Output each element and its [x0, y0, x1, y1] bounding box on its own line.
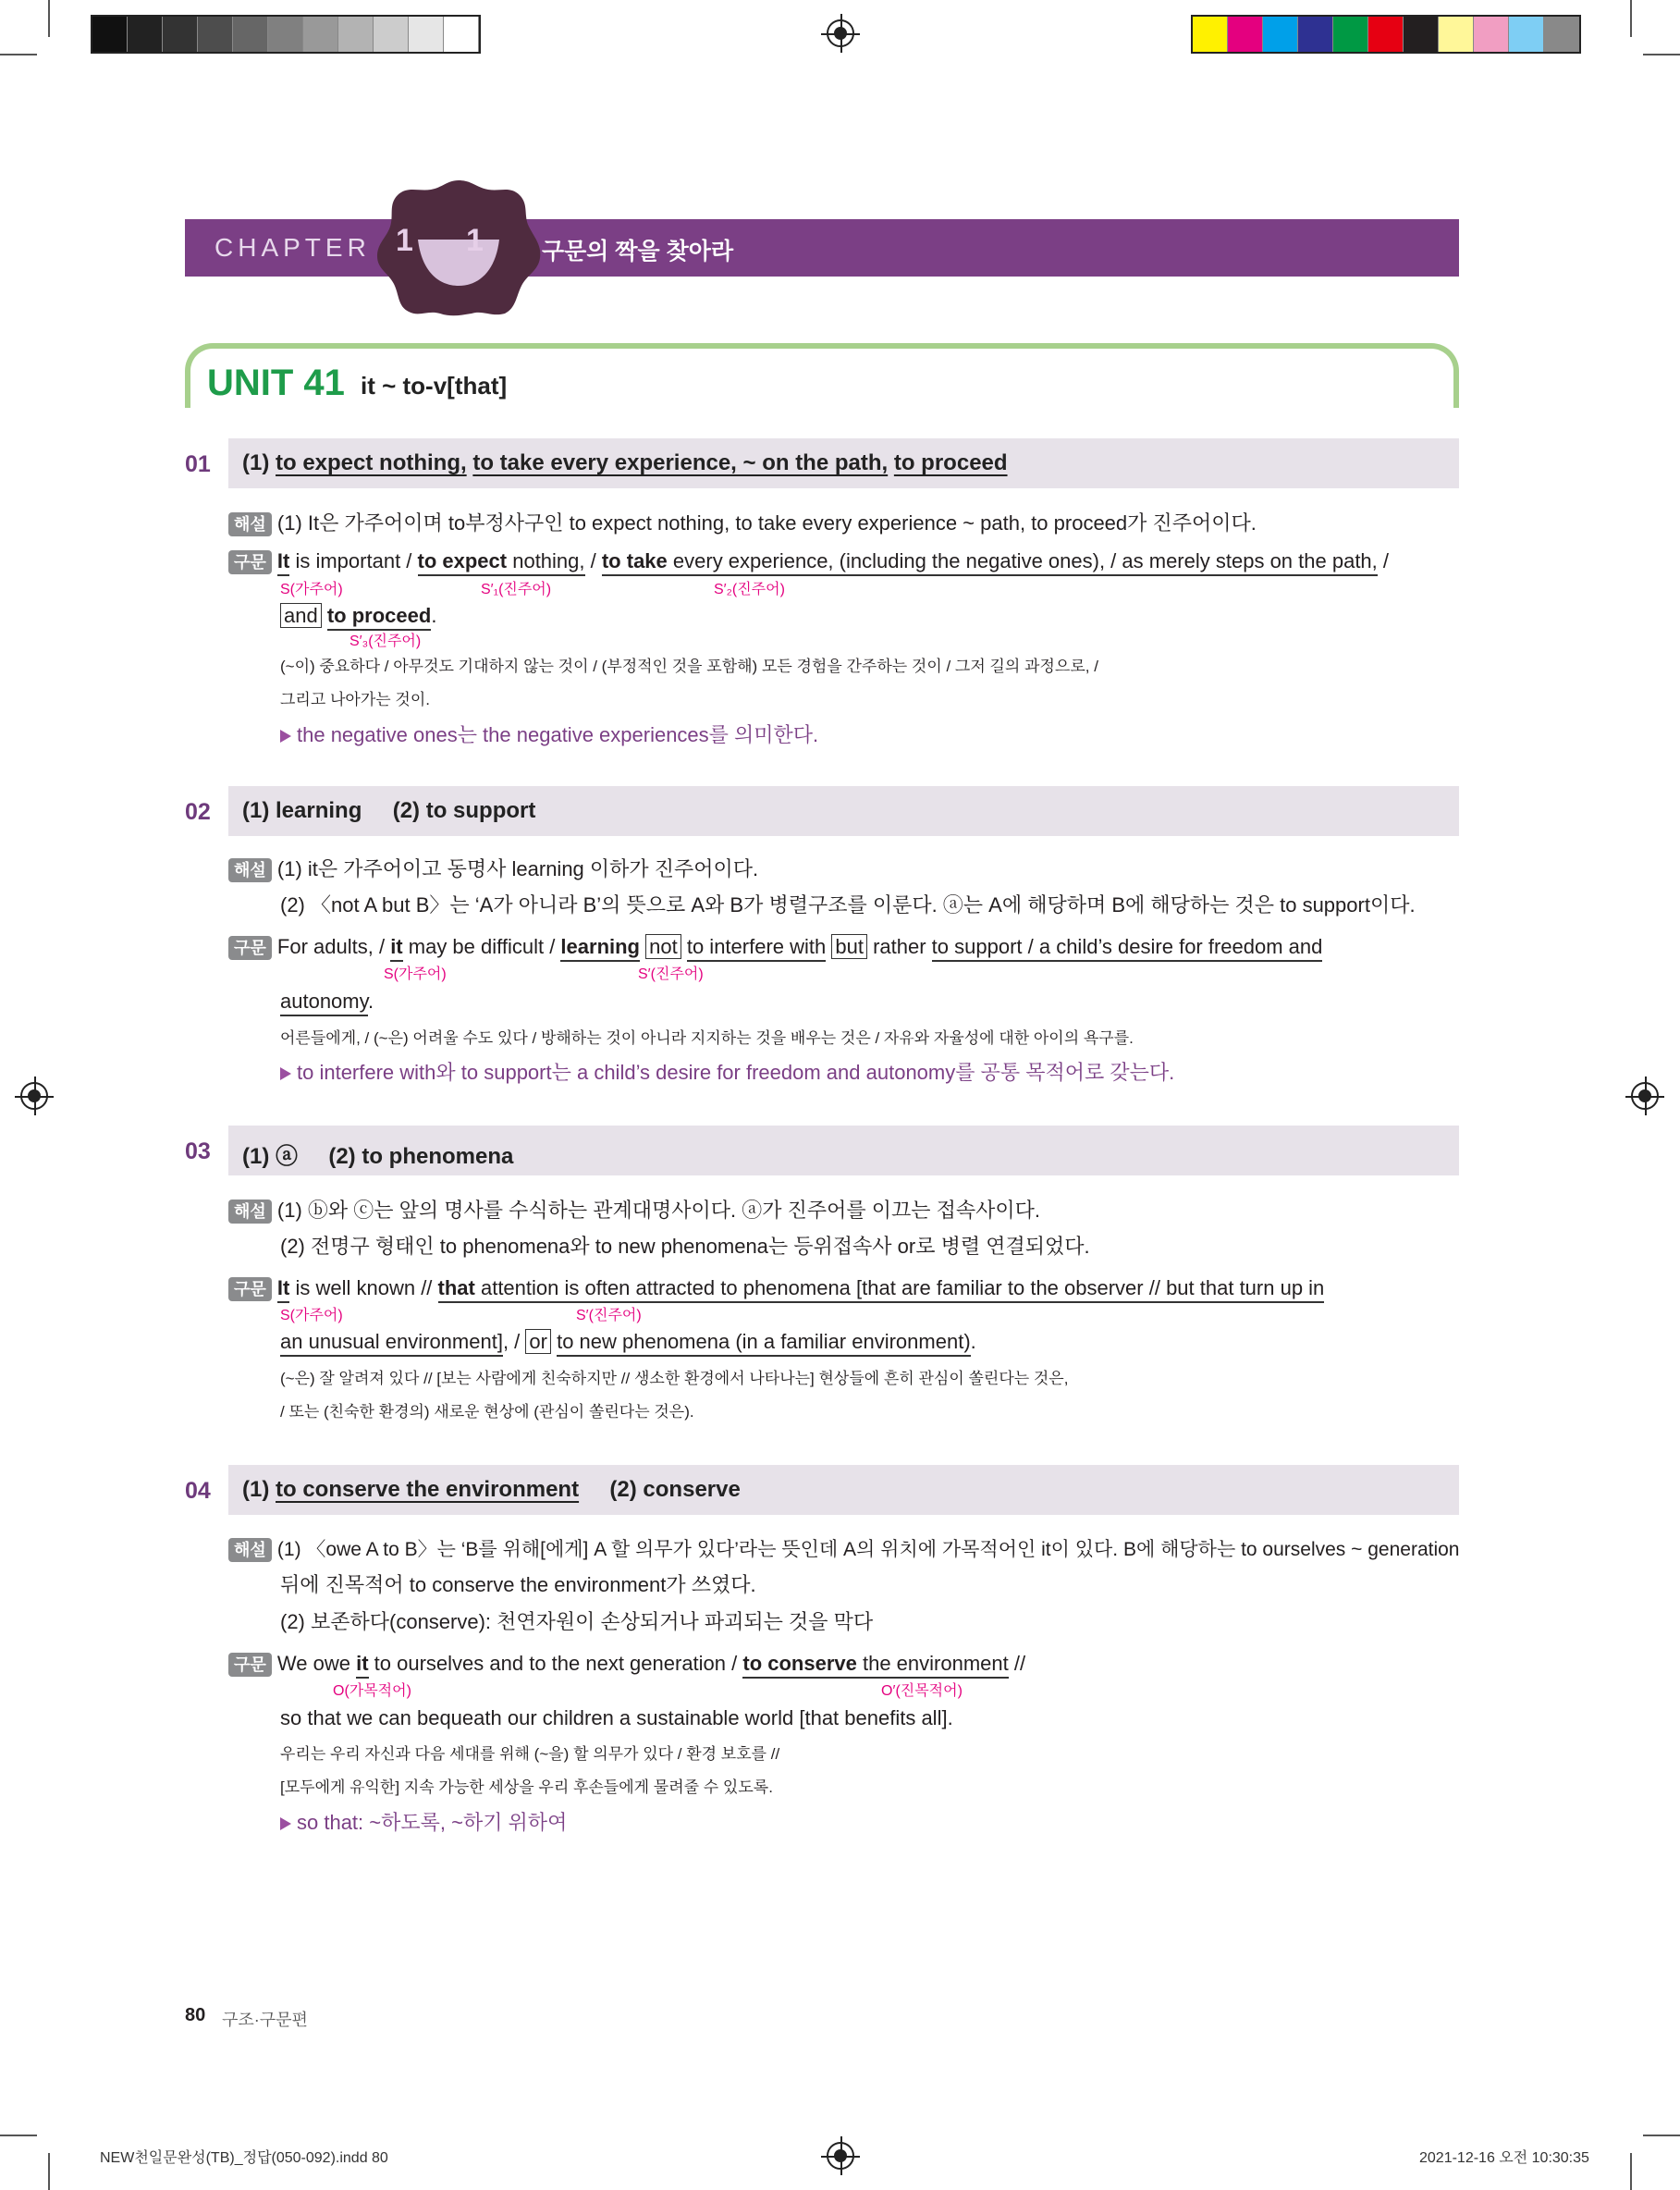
crop-mark — [48, 0, 50, 37]
color-swatch — [1333, 17, 1368, 52]
explanation — [228, 511, 1257, 536]
explanation-text: (1) 〈owe A to B〉는 ‘B를 위해[에게] A 할 의무가 있다’라는 뜻인데 A의 위치에 가목적어인 it이 있다. B에 해당하는 to ourselves ~ generation — [276, 1539, 1460, 1560]
annotation: O(가목적어) — [333, 1683, 411, 1699]
triangle-bullet-icon — [280, 730, 291, 743]
chapter-number-right: 1 — [466, 223, 484, 258]
annotation: S(가주어) — [280, 1308, 343, 1323]
crop-mark — [48, 2153, 50, 2190]
unit-label: UNIT 41 — [207, 363, 345, 403]
answer-part: (1) — [242, 450, 276, 475]
crop-mark — [1630, 0, 1632, 37]
sentence-part: to expect — [417, 549, 508, 572]
color-swatch — [1509, 17, 1544, 52]
syntax-sentence-line2: so that we can bequeath our children a sustainable world [that benefits all]. — [280, 1706, 953, 1729]
chapter-label: CHAPTER — [215, 233, 371, 262]
sentence-part: to proceed — [327, 604, 431, 631]
color-swatch — [1228, 17, 1263, 52]
syntax-sentence — [228, 935, 1322, 960]
explanation-text: (1) it은 가주어이고 동명사 learning 이하가 진주어이다. — [276, 857, 759, 880]
sentence-part: to new phenomena (in a familiar environment) — [557, 1330, 971, 1357]
annotation: S′(진주어) — [638, 966, 704, 982]
syntax-sentence — [228, 1652, 1025, 1677]
sentence-part: every experience, (including the negative ones), / as merely steps on the path, — [667, 549, 1378, 572]
syntax-sentence-line2 — [280, 1330, 976, 1354]
annotation: S(가주어) — [384, 966, 447, 982]
date-slug: 2021-12-16 오전 10:30:35 — [1419, 2150, 1589, 2166]
crop-mark — [1643, 2135, 1680, 2136]
explain-tag: 해설 — [228, 858, 272, 882]
sentence-part: / — [584, 549, 602, 572]
triangle-bullet-icon — [280, 1817, 291, 1830]
answer-part: (2) to support — [392, 798, 536, 823]
translation: / 또는 (친숙한 환경의) 새로운 현상에 (관심이 쏠린다는 것은). — [280, 1403, 694, 1421]
syntax-sentence — [228, 549, 1389, 574]
sentence-part: may be difficult / — [402, 935, 561, 958]
syntax-sentence-line2 — [280, 990, 374, 1014]
answer-part: (1) learning — [242, 798, 362, 823]
translation: 그리고 나아가는 것이. — [280, 691, 430, 708]
color-swatch — [233, 17, 268, 52]
answer-text — [242, 798, 535, 824]
answer-part: (1) — [242, 1477, 276, 1502]
syntax-tag: 구문 — [228, 1653, 272, 1677]
sentence-part: and — [280, 603, 322, 628]
chapter-title: 구문의 짝을 찾아라 — [542, 239, 734, 265]
syntax-sentence-line2 — [280, 604, 436, 628]
unit-subtitle: it ~ to-v[that] — [361, 372, 508, 400]
triangle-bullet-icon — [280, 1067, 291, 1080]
answer-part: to proceed — [893, 450, 1008, 475]
syntax-tag: 구문 — [228, 550, 272, 574]
registration-mark-icon — [827, 2142, 854, 2170]
color-swatch — [1404, 17, 1439, 52]
color-swatch — [409, 17, 444, 52]
sentence-part: rather — [866, 935, 932, 958]
grayscale-color-bar — [91, 15, 481, 54]
note-text: so that: ~하도록, ~하기 위하여 — [297, 1811, 568, 1834]
sentence-part: or — [525, 1329, 551, 1354]
note — [280, 1061, 1174, 1085]
sentence-part: is well known // — [289, 1276, 438, 1299]
answer-part: (2) conserve — [609, 1477, 741, 1502]
question-number: 02 — [185, 799, 211, 825]
sentence-part: . — [970, 1330, 976, 1353]
annotation: S′(진주어) — [576, 1308, 642, 1323]
color-swatch — [444, 17, 479, 52]
explain-tag: 해설 — [228, 512, 272, 536]
translation: (~은) 잘 알려져 있다 // [보는 사람에게 친숙하지만 // 생소한 환경에서 나타나는] 현상들에 흔히 관심이 쏠린다는 것은, — [280, 1370, 1069, 1387]
note-text: to interfere with와 to support는 a child’s desire for freedom and autonomy를 공통 목적어로 갖는다. — [297, 1061, 1175, 1084]
translation: [모두에게 유익한] 지속 가능한 세상을 우리 후손들에게 물려줄 수 있도록. — [280, 1778, 773, 1796]
sentence-part: learning — [560, 935, 640, 962]
color-swatch — [1439, 17, 1474, 52]
color-swatch — [1298, 17, 1333, 52]
annotation: S′₃(진주어) — [349, 634, 422, 649]
sentence-part: nothing, — [507, 549, 585, 572]
explanation — [228, 857, 758, 882]
explanation-text: (2) 보존하다(conserve): 천연자원이 손상되거나 파괴되는 것을 막다 — [280, 1610, 874, 1633]
registration-mark-icon — [827, 19, 854, 47]
sentence-part: an unusual environment] — [280, 1330, 503, 1357]
chapter-badge-icon — [375, 178, 542, 322]
sentence-part: to support — [932, 935, 1023, 962]
translation: 어른들에게, / (~은) 어려울 수도 있다 / 방해하는 것이 아니라 지지하는 것을 배우는 것은 / 자유와 자율성에 대한 아이의 욕구를. — [280, 1029, 1134, 1047]
color-swatch — [1368, 17, 1404, 52]
question-number: 04 — [185, 1478, 211, 1504]
answer-part: to conserve the environment — [276, 1477, 580, 1502]
sentence-part: / — [1377, 549, 1390, 572]
color-swatch — [338, 17, 374, 52]
sentence-part: . — [367, 990, 374, 1013]
sentence-part: attention is often attracted to phenomena [that are familiar to the observer // but that turn up in — [474, 1276, 1325, 1299]
sentence-part: it — [356, 1652, 368, 1679]
answer-part: (2) to phenomena — [328, 1144, 514, 1169]
answer-part: to expect nothing, — [276, 450, 467, 475]
sentence-part: but — [831, 934, 867, 959]
color-swatch — [1193, 17, 1228, 52]
crop-mark — [0, 2135, 37, 2136]
question-number: 01 — [185, 451, 211, 477]
file-slug: NEW천일문완성(TB)_정답(050-092).indd 80 — [100, 2150, 388, 2166]
sentence-part: it — [390, 935, 402, 962]
sentence-part: / a child’s desire for freedom and — [1023, 935, 1323, 962]
page-number: 80 — [185, 2005, 206, 2025]
sentence-part — [438, 1276, 1325, 1303]
sentence-part: the environment — [856, 1652, 1009, 1675]
sentence-part: to take — [601, 549, 668, 572]
sentence-part — [602, 549, 1378, 576]
process-color-bar — [1191, 15, 1581, 54]
explain-tag: 해설 — [228, 1538, 272, 1562]
color-swatch — [1263, 17, 1298, 52]
translation: (~이) 중요하다 / 아무것도 기대하지 않는 것이 / (부정적인 것을 포함해) 모든 경험을 간주하는 것이 / 그저 길의 과정으로, / — [280, 658, 1098, 675]
sentence-part: , / — [502, 1330, 526, 1353]
answer-part: to take every experience, ~ on the path, — [472, 450, 889, 475]
explanation — [228, 1199, 1040, 1224]
sentence-part: For adults, / — [276, 935, 391, 958]
answer-part: (1) ⓐ — [242, 1144, 298, 1169]
sentence-part: is important / — [289, 549, 418, 572]
sentence-part — [418, 549, 585, 576]
note — [280, 1811, 567, 1835]
color-swatch — [303, 17, 338, 52]
explanation-text: 뒤에 진목적어 to conserve the environment가 쓰였다. — [280, 1573, 756, 1596]
explanation-text: (1) ⓑ와 ⓒ는 앞의 명사를 수식하는 관계대명사이다. ⓐ가 진주어를 이끄는 접속사이다. — [276, 1199, 1040, 1222]
note — [280, 723, 818, 747]
sentence-part: to ourselves and to the next generation / — [368, 1652, 743, 1675]
registration-mark-icon — [1631, 1082, 1659, 1110]
annotation: O′(진목적어) — [881, 1683, 963, 1699]
crop-mark — [1630, 2153, 1632, 2190]
sentence-part — [742, 1652, 1008, 1679]
sentence-part: autonomy — [280, 990, 368, 1016]
sentence-part: It — [277, 549, 289, 576]
sentence-part: We owe — [276, 1652, 357, 1675]
sentence-part: not — [645, 934, 681, 959]
sentence-part: It — [277, 1276, 289, 1303]
crop-mark — [1643, 54, 1680, 55]
annotation: S′₂(진주어) — [714, 582, 785, 597]
sentence-part: to interfere with — [687, 935, 826, 962]
registration-mark-icon — [20, 1082, 48, 1110]
annotation: S′₁(진주어) — [481, 582, 552, 597]
answer-text — [242, 450, 1008, 476]
syntax-tag: 구문 — [228, 936, 272, 960]
sentence-part: // — [1008, 1652, 1026, 1675]
explanation-text: (2) 전명구 형태인 to phenomena와 to new phenomena는 등위접속사 or로 병렬 연결되었다. — [280, 1235, 1090, 1258]
translation: 우리는 우리 자신과 다음 세대를 위해 (~을) 할 의무가 있다 / 환경 보호를 // — [280, 1745, 780, 1763]
sentence-part: . — [431, 604, 437, 627]
question-number: 03 — [185, 1138, 211, 1164]
crop-mark — [0, 54, 37, 55]
section-name: 구조·구문편 — [222, 2011, 308, 2029]
color-swatch — [128, 17, 163, 52]
color-swatch — [198, 17, 233, 52]
color-swatch — [268, 17, 303, 52]
explanation-text: (2) 〈not A but B〉는 ‘A가 아니라 B’의 뜻으로 A와 B가 병렬구조를 이룬다. ⓐ는 A에 해당하며 B에 해당하는 것은 to support이다. — [280, 893, 1416, 917]
color-swatch — [374, 17, 409, 52]
color-swatch — [1474, 17, 1509, 52]
color-swatch — [1544, 17, 1579, 52]
explanation — [228, 1537, 1460, 1562]
syntax-tag: 구문 — [228, 1277, 272, 1301]
explain-tag: 해설 — [228, 1200, 272, 1224]
note-text: the negative ones는 the negative experiences를 의미한다. — [297, 723, 819, 746]
sentence-part: that — [437, 1276, 475, 1299]
color-swatch — [92, 17, 128, 52]
syntax-sentence — [228, 1276, 1324, 1301]
color-swatch — [163, 17, 198, 52]
sentence-part: to conserve — [742, 1652, 857, 1675]
annotation: S(가주어) — [280, 582, 343, 597]
answer-text — [242, 1138, 513, 1170]
answer-text — [242, 1477, 741, 1503]
explanation-text: (1) It은 가주어이며 to부정사구인 to expect nothing, to take every experience ~ path, to proceed가 진주어이다. — [276, 511, 1257, 535]
chapter-number-left: 1 — [396, 223, 413, 258]
